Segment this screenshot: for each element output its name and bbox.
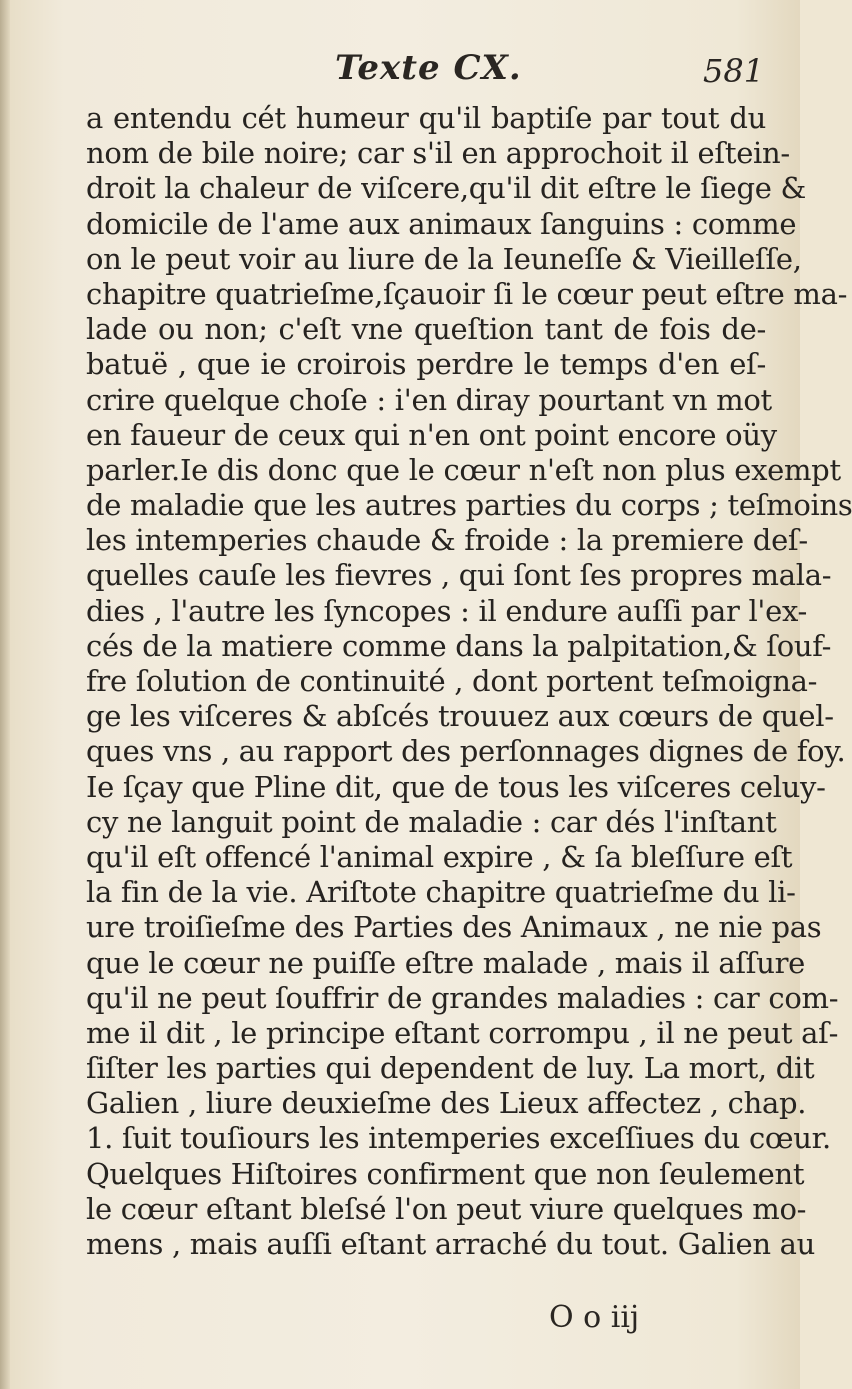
text-line: la fin de la vie. Ariſtote chapitre quatrieſme du li- <box>86 875 796 910</box>
signature-mark: O o iij <box>549 1300 640 1335</box>
text-line: ure troiſieſme des Parties des Animaux , ne nie pas <box>86 910 822 945</box>
text-line: de maladie que les autres parties du corps ; teſmoins <box>86 488 852 523</box>
text-line: que le cœur ne puiſſe eſtre malade , mais il aſſure <box>86 945 805 980</box>
page-header <box>0 48 800 96</box>
text-line: ques vns , au rapport des perſonnages dignes de foy. <box>86 734 846 769</box>
text-line: a entendu cét humeur qu'il baptiſe par tout du <box>86 101 766 135</box>
text-line: lade ou non; c'eſt vne queſtion tant de fois de- <box>86 312 766 347</box>
text-line: Quelques Hiſtoires confirment que non ſeulement <box>86 1156 805 1191</box>
body-text <box>86 101 852 1262</box>
text-line: quelles cauſe les fievres , qui ſont ſes propres mala- <box>86 558 832 593</box>
text-line: droit la chaleur de viſcere,qu'il dit eſtre le ſiege & <box>86 171 807 206</box>
text-line: les intemperies chaude & froide : la premiere deſ- <box>86 523 808 558</box>
text-line: qu'il ne peut ſouffrir de grandes maladies : car com- <box>86 980 839 1015</box>
page-number: 581 <box>703 52 765 90</box>
text-line: batuë , que ie croirois perdre le temps d'en eſ- <box>86 347 766 382</box>
text-line: dies , l'autre les ſyncopes : il endure auſſi par l'ex- <box>86 593 808 628</box>
text-line: parler.Ie dis donc que le cœur n'eſt non plus exempt <box>86 452 841 487</box>
text-line: crire quelque choſe : i'en diray pourtant vn mot <box>86 382 772 417</box>
text-line: chapitre quatrieſme,ſçauoir ſi le cœur peut eſtre ma- <box>86 276 848 311</box>
text-line: cy ne languit point de maladie : car dés l'inſtant <box>86 804 777 839</box>
text-line: qu'il eſt offencé l'animal expire , & ſa bleſſure eſt <box>86 839 793 874</box>
text-line: ſiſter les parties qui dependent de luy. La mort, dit <box>86 1051 815 1086</box>
text-line: nom de bile noire; car s'il en approchoit il eſtein- <box>86 136 790 171</box>
page-binding-edge <box>0 0 10 1389</box>
text-line: fre ſolution de continuité , dont portent teſmoigna- <box>86 664 818 698</box>
text-line: Galien , liure deuxieſme des Lieux affectez , chap. <box>86 1086 807 1121</box>
text-line: mens , mais auſſi eſtant arraché du tout. Galien au <box>86 1227 816 1261</box>
text-line: ge les viſceres & abſcés trouuez aux cœurs de quel- <box>86 699 834 734</box>
text-line: en faueur de ceux qui n'en ont point encore oüy <box>86 417 777 452</box>
text-line: domicile de l'ame aux animaux ſanguins : comme <box>86 206 797 241</box>
text-line: cés de la matiere comme dans la palpitation,& ſouf- <box>86 628 832 663</box>
text-line: me il dit , le principe eſtant corrompu , il ne peut aſ- <box>86 1015 839 1050</box>
text-line: on le peut voir au liure de la Ieuneſſe & Vieilleſſe, <box>86 241 802 276</box>
running-head: Texte CX. <box>335 48 522 88</box>
text-line: Ie ſçay que Pline dit, que de tous les viſceres celuy- <box>86 769 826 804</box>
text-line: le cœur eſtant bleſsé l'on peut viure quelques mo- <box>86 1191 807 1226</box>
text-line: 1. ſuit touſiours les intemperies exceſſiues du cœur. <box>86 1121 831 1156</box>
